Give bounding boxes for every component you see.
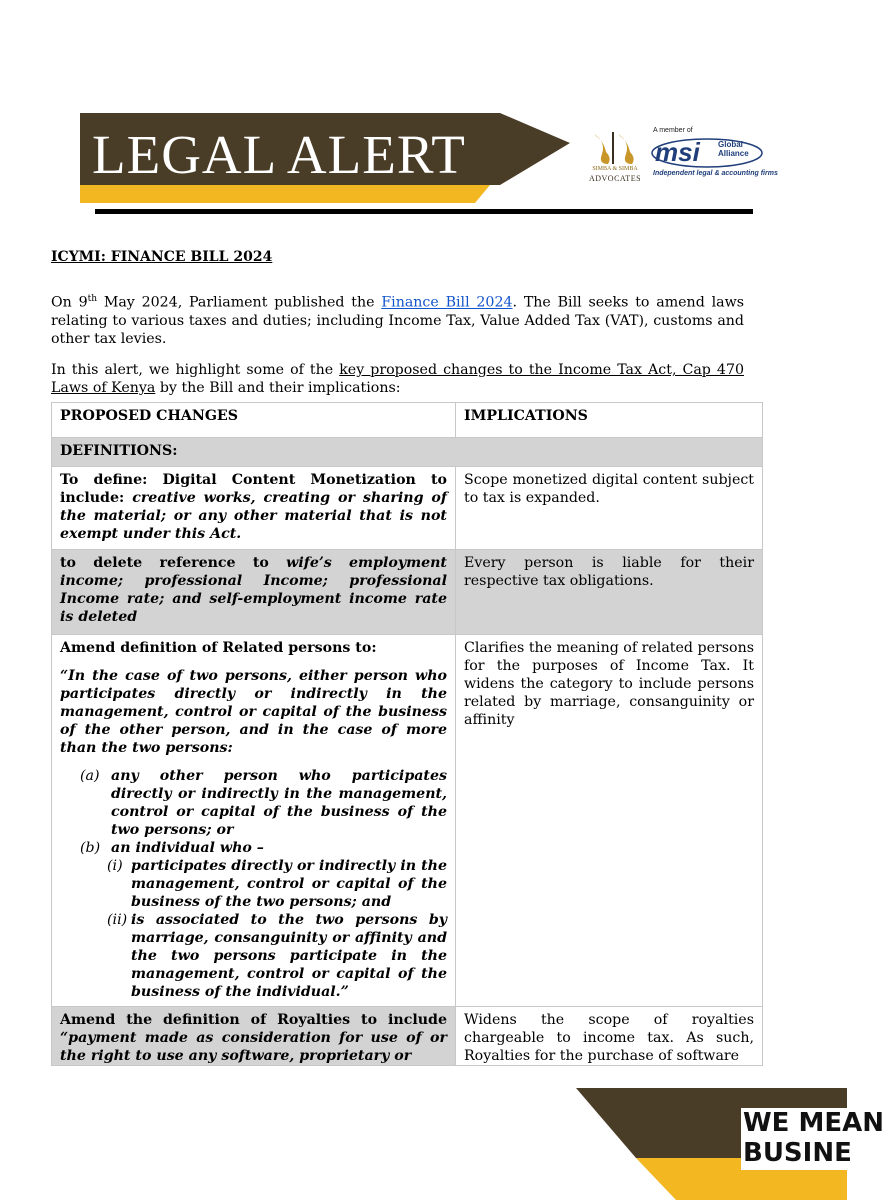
related-persons-quote: “In the case of two persons, either person who participates directly or indirectly in the management, control or capital of the business of the other person, and in the case of more than the two persons:	[60, 668, 447, 756]
item-text: an individual who –	[111, 840, 264, 856]
column-header-implications: IMPLICATIONS	[456, 403, 763, 438]
intro-p2-b: by the Bill and their implications:	[155, 380, 401, 396]
related-persons-heading: Amend definition of Related persons to:	[60, 640, 377, 656]
msi-global: Global	[718, 140, 743, 149]
column-header-proposed-changes: PROPOSED CHANGES	[52, 403, 456, 438]
change-cell	[52, 1007, 456, 1066]
table-row	[52, 635, 763, 1007]
table-header-row	[52, 403, 763, 438]
subitem-text: participates directly or indirectly in the management, control or capital of the business of the two persons; and	[131, 858, 447, 910]
item-label: (a)	[80, 768, 100, 784]
slogan-text	[743, 1108, 884, 1168]
intro-p2-a: In this alert, we highlight some of the	[51, 362, 340, 378]
implication-cell: Widens the scope of royalties chargeable to income tax. As such, Royalties for the purchase of software	[456, 1007, 763, 1066]
list-item	[80, 767, 447, 839]
legal-alert-banner	[80, 113, 570, 203]
subitem-text: is associated to the two persons by marriage, consanguinity or affinity and the two persons participate in the management, control or capital of the business of the individual.”	[131, 912, 447, 1000]
r2-left-a: to delete reference to	[60, 555, 287, 571]
definitions-section-row	[52, 438, 763, 467]
change-cell	[52, 550, 456, 635]
intro-p1-a: On 9	[51, 294, 88, 311]
r2-left-c: is deleted	[60, 609, 138, 625]
definitions-label: DEFINITIONS:	[52, 438, 763, 467]
intro-p1-b: May 2024, Parliament published the	[97, 294, 382, 311]
simba-name: SIMBA & SIMBA	[592, 166, 638, 172]
proposed-changes-table	[51, 402, 763, 1066]
related-persons-items	[60, 767, 447, 1001]
item-text: any other person who participates directly or indirectly in the management, control or capital of the business of the two persons; or	[111, 768, 447, 838]
intro-paragraph-2	[51, 361, 744, 397]
table-row	[52, 467, 763, 550]
list-item	[80, 857, 447, 911]
msi-tagline: Independent legal & accounting firms	[653, 170, 778, 177]
header-rule	[95, 209, 753, 214]
banner-title: LEGAL ALERT	[92, 124, 466, 185]
intro-paragraph-1	[51, 290, 744, 348]
list-item	[80, 839, 447, 857]
change-cell	[52, 467, 456, 550]
implication-cell: Clarifies the meaning of related persons for the purposes of Income Tax. It widens the category to include persons related by marriage, consanguinity or affinity	[456, 635, 763, 1007]
subitem-label: (ii)	[107, 912, 128, 928]
intro-p1-c: . The Bill seeks to amend laws relating to various taxes and duties; including Income Tax, Value Added Tax (VAT), customs and other tax levies.	[51, 294, 744, 347]
implication-cell: Every person is liable for their respective tax obligations.	[456, 550, 763, 635]
list-item	[80, 911, 447, 1001]
msi-member-text: A member of	[653, 127, 693, 134]
msi-alliance: Alliance	[718, 149, 749, 158]
msi-global-alliance	[718, 140, 749, 158]
change-cell	[52, 635, 456, 1007]
r2-left-b: wife’s employment income; professional Income; professional Income rate; and self-employment income rate	[60, 555, 447, 607]
item-label: (b)	[80, 840, 101, 856]
r1-left-b: creative works, creating or sharing of the material; or any other material that is not exempt under this Act.	[60, 490, 447, 542]
slogan-line-2: BUSINE	[743, 1138, 852, 1168]
slogan-line-1: WE MEAN	[743, 1108, 884, 1138]
r4-left-a: Amend the definition of Royalties to include	[60, 1012, 447, 1028]
intro-p2-underlined: key proposed changes to the Income Tax Act, Cap 470 Laws of Kenya	[51, 362, 745, 396]
finance-bill-link[interactable]: Finance Bill 2024	[381, 294, 513, 311]
msi-logo: msi	[655, 137, 700, 167]
table-row	[52, 550, 763, 635]
document-title: ICYMI: FINANCE BILL 2024	[51, 249, 273, 265]
r4-left-b: “payment made as consideration for use of or the right to use any software, proprietary or	[60, 1030, 447, 1064]
intro-p1-sup: th	[87, 294, 98, 304]
subitem-label: (i)	[107, 858, 123, 874]
implication-cell: Scope monetized digital content subject to tax is expanded.	[456, 467, 763, 550]
simba-advocates: ADVOCATES	[588, 174, 642, 183]
table-row	[52, 1007, 763, 1066]
r1-left-a: To define: Digital Content Monetization to include:	[60, 472, 447, 506]
